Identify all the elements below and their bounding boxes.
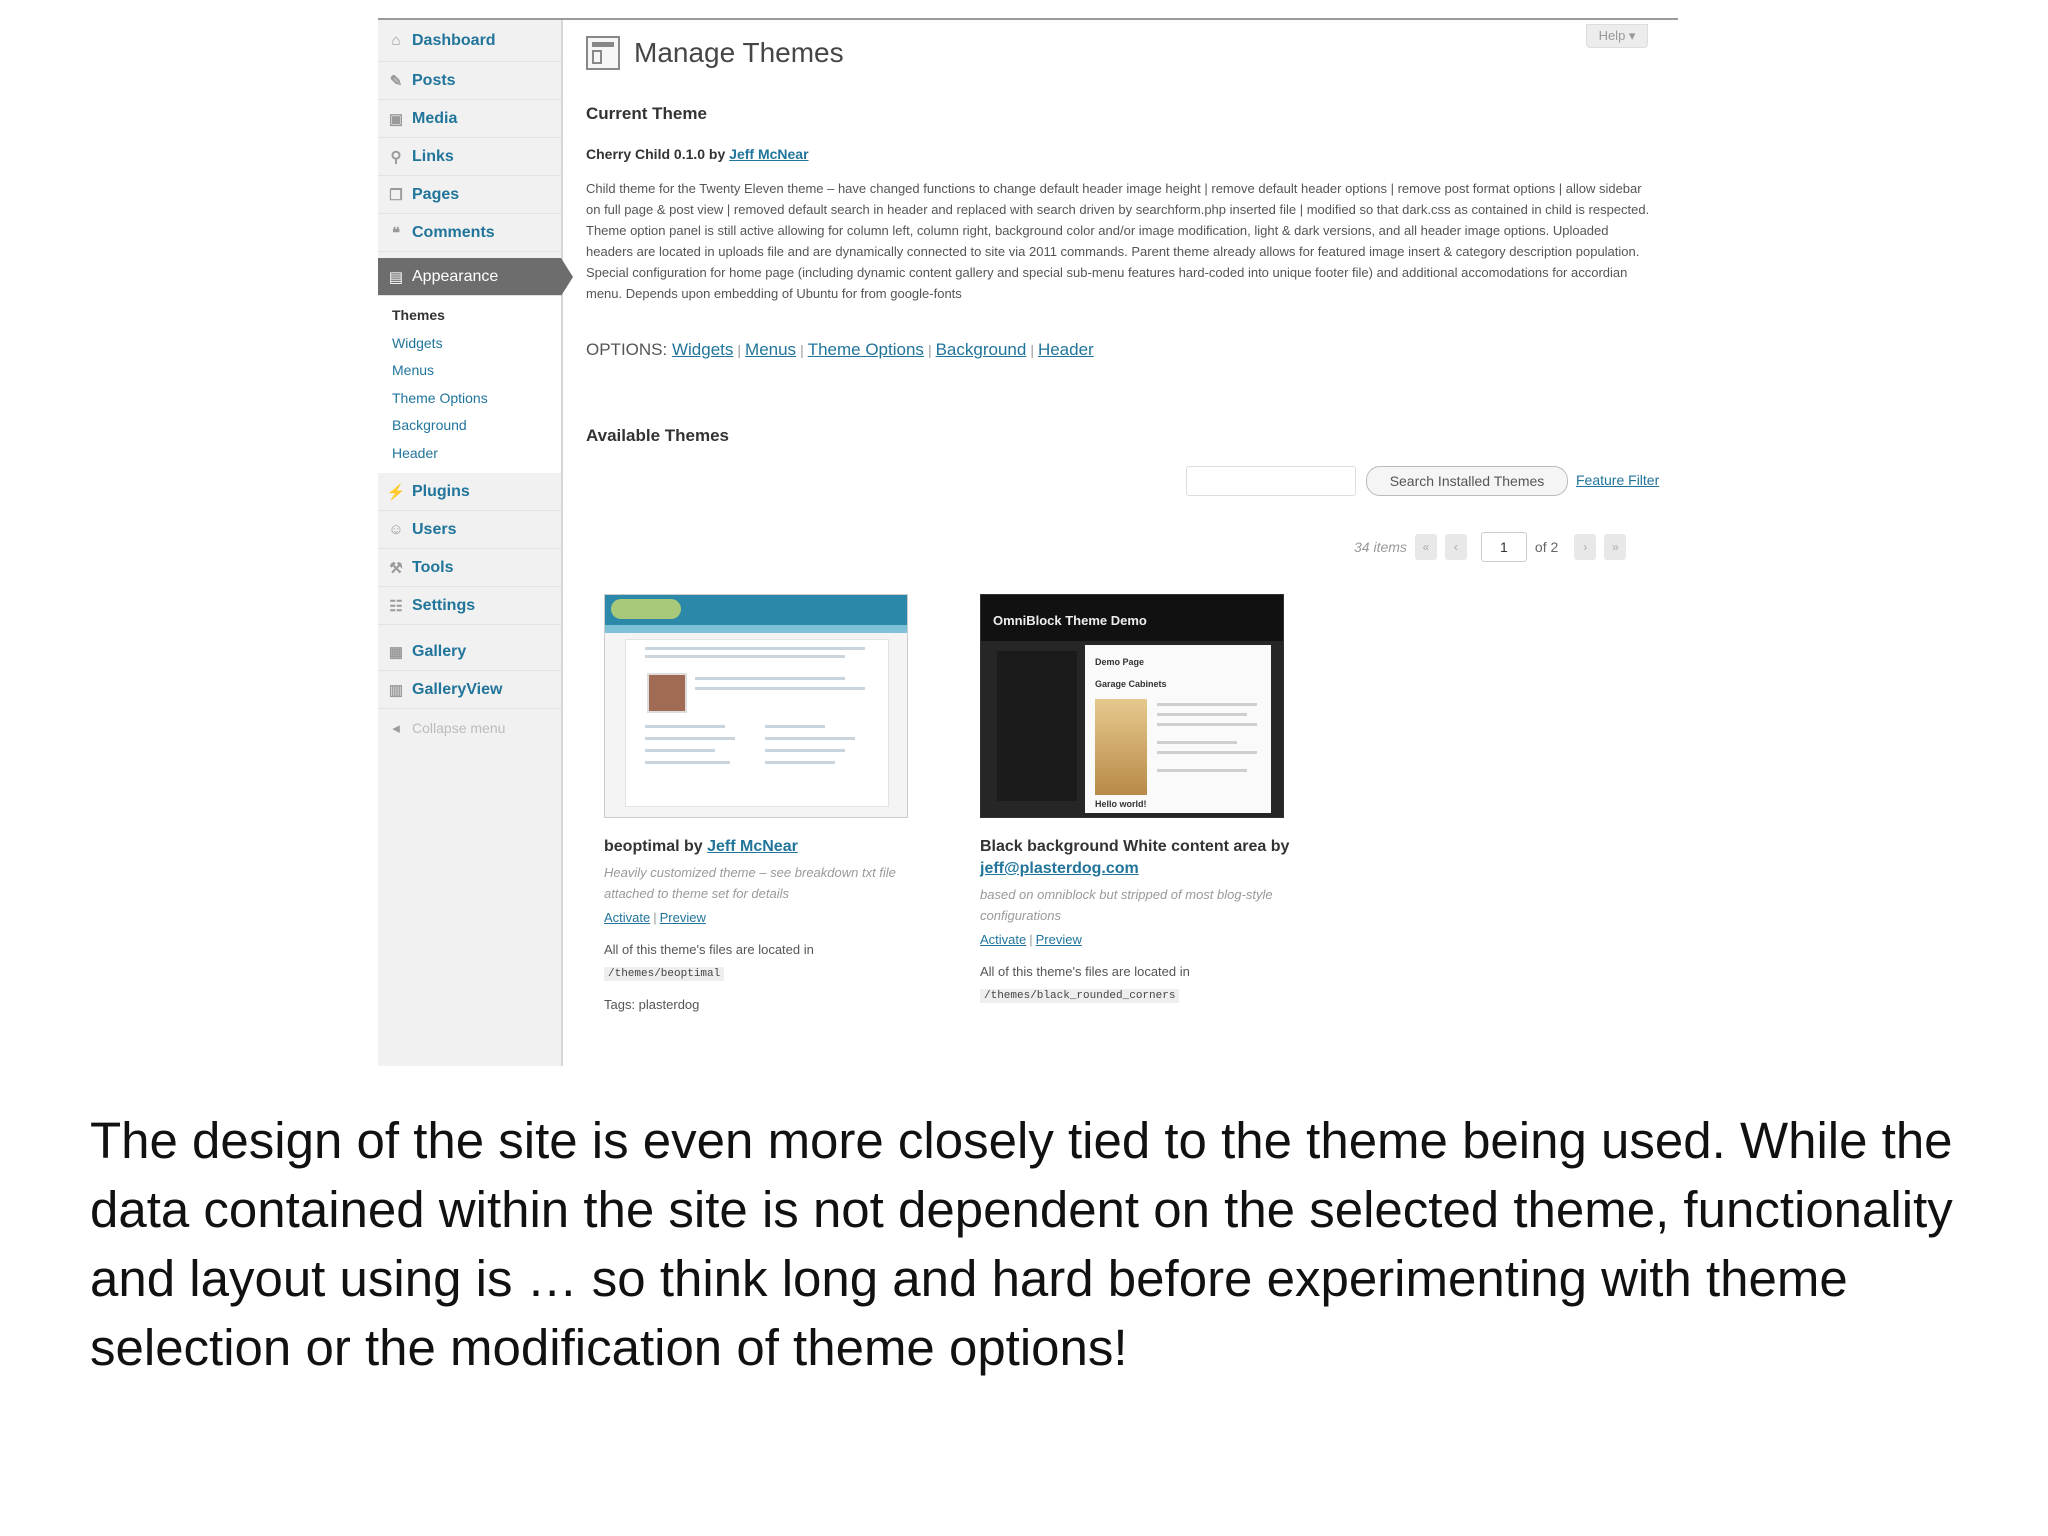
menu-links[interactable] xyxy=(378,138,561,176)
menu-tools[interactable] xyxy=(378,549,561,587)
activate-link[interactable]: Activate xyxy=(604,910,651,925)
thumb-line xyxy=(695,687,865,690)
separator: | xyxy=(653,910,657,925)
option-background-link[interactable]: Background xyxy=(935,340,1027,359)
next-page-button[interactable]: › xyxy=(1574,534,1596,560)
theme-location xyxy=(980,961,1290,1007)
thumb-line xyxy=(1157,713,1247,716)
users-icon: ☺ xyxy=(388,521,404,538)
theme-author-link[interactable]: Jeff McNear xyxy=(707,838,798,855)
menu-label: Dashboard xyxy=(412,31,496,49)
thumb-sub-label: Garage Cabinets xyxy=(1095,679,1167,689)
separator: | xyxy=(737,342,742,358)
screenshot-frame xyxy=(378,18,1678,1066)
thumb-line xyxy=(645,749,715,752)
page-header xyxy=(586,36,844,70)
menu-posts[interactable] xyxy=(378,62,561,100)
collapse-label: Collapse menu xyxy=(412,720,506,736)
thumb-sidebar xyxy=(997,651,1077,801)
last-page-button[interactable]: » xyxy=(1604,534,1626,560)
available-themes-heading: Available Themes xyxy=(586,426,729,445)
thumb-line xyxy=(1157,769,1247,772)
thumb-photo xyxy=(647,673,687,713)
thumb-line xyxy=(765,737,855,740)
menu-label: Users xyxy=(412,520,457,538)
tools-icon: ⚒ xyxy=(389,559,403,577)
submenu-background[interactable]: Background xyxy=(392,417,467,433)
separator: | xyxy=(800,342,804,358)
theme-actions xyxy=(980,932,1290,947)
submenu-theme-options[interactable]: Theme Options xyxy=(392,389,488,406)
thumb-line xyxy=(695,677,845,680)
thumb-line xyxy=(645,647,865,650)
thumb-foot-label: Hello world! xyxy=(1095,799,1147,809)
theme-description: based on omniblock but stripped of most blog-style configurations xyxy=(980,887,1273,923)
location-text: All of this theme's files are located in xyxy=(604,942,814,957)
option-widgets-link[interactable]: Widgets xyxy=(671,340,734,359)
slide-caption: The design of the site is even more closely tied to the theme being used. While the data contained within the site is not dependent on the selected theme, functionality and layout using is … so think long and hard before experimenting with theme selection or the modification of theme options! xyxy=(90,1112,1953,1376)
option-theme-options-link[interactable]: Theme Options xyxy=(807,340,924,359)
current-theme-name xyxy=(586,146,809,162)
pagination xyxy=(1354,532,1626,562)
thumb-line xyxy=(765,749,845,752)
help-button[interactable]: Help ▾ xyxy=(1586,24,1648,48)
thumb-line xyxy=(645,655,845,658)
search-installed-themes-button[interactable]: Search Installed Themes xyxy=(1366,466,1568,496)
first-page-button[interactable]: « xyxy=(1415,534,1437,560)
theme-description: Heavily customized theme – see breakdown txt file attached to theme set for details xyxy=(604,865,896,901)
separator: | xyxy=(1029,932,1033,947)
menu-label: Gallery xyxy=(412,642,467,660)
admin-sidebar xyxy=(378,20,563,1066)
pin-icon: ✎ xyxy=(389,72,403,90)
theme-card-black-background xyxy=(980,594,1290,1007)
appearance-submenu xyxy=(378,296,561,473)
menu-label: Settings xyxy=(412,596,476,614)
theme-title xyxy=(980,836,1290,880)
thumb-nav-band xyxy=(605,625,907,633)
preview-link[interactable]: Preview xyxy=(1035,932,1082,947)
current-theme-title: Cherry Child 0.1.0 by xyxy=(586,146,730,162)
thumb-line xyxy=(1157,703,1257,706)
item-count: 34 items xyxy=(1354,539,1407,555)
menu-label: GalleryView xyxy=(412,680,503,698)
current-theme-description: Child theme for the Twenty Eleven theme – have changed functions to change default header image height | remove default header options | remove post format options | allow sidebar on full page & post view | removed default search in header and replaced with search driven by searchform.php inserted file | modified so that dark.css as contained in child is respected. Theme option panel is still active allowing for column left, column right, background color and/or image modification, light & dark versions, and all header image options. Uploaded headers are located in uploads file and are dynamically connected to site via 2011 commands. Parent theme already allows for featured image insert & category description population. Special configuration for home page (including dynamic content gallery and special sub-menu features hard-coded into unique footer file) and additional accomodations for accordian menu. Depends upon embedding of Ubuntu for from google-fonts xyxy=(586,181,1650,301)
page-icon: ❐ xyxy=(389,186,403,204)
theme-name: beoptimal by xyxy=(604,838,708,855)
current-page-input[interactable]: 1 xyxy=(1481,532,1527,562)
location-text: All of this theme's files are located in xyxy=(980,964,1190,979)
page-title: Manage Themes xyxy=(634,37,844,68)
options-label: OPTIONS: xyxy=(586,340,668,359)
theme-path: /themes/beoptimal xyxy=(604,967,724,981)
submenu-menus[interactable]: Menus xyxy=(392,362,435,378)
themes-icon xyxy=(586,36,620,70)
menu-settings[interactable] xyxy=(378,587,561,625)
menu-label: Pages xyxy=(412,185,460,203)
feature-filter-link[interactable]: Feature Filter xyxy=(1576,472,1660,488)
media-icon: ▣ xyxy=(388,110,404,128)
menu-label: Appearance xyxy=(412,267,499,285)
thumb-logo xyxy=(611,599,681,619)
prev-page-button[interactable]: ‹ xyxy=(1445,534,1467,560)
preview-link[interactable]: Preview xyxy=(659,910,706,925)
menu-label: Tools xyxy=(412,558,454,576)
theme-name: Black background White content area by xyxy=(980,838,1290,855)
thumb-page xyxy=(625,639,889,807)
plug-icon: ⚡ xyxy=(386,483,406,501)
total-pages: of 2 xyxy=(1534,539,1559,555)
theme-card-beoptimal xyxy=(604,594,914,1012)
submenu-widgets[interactable]: Widgets xyxy=(392,334,443,351)
thumb-line xyxy=(765,761,835,764)
theme-options-links xyxy=(586,340,1094,360)
menu-plugins[interactable] xyxy=(378,473,561,511)
thumb-line xyxy=(765,725,825,728)
collapse-arrow-icon: ◂ xyxy=(392,720,400,737)
comment-icon: ❝ xyxy=(391,224,401,242)
theme-location xyxy=(604,939,914,985)
menu-comments[interactable] xyxy=(378,214,561,252)
thumb-line xyxy=(645,725,725,728)
submenu-header[interactable]: Header xyxy=(392,444,438,461)
thumb-title: OmniBlock Theme Demo xyxy=(993,613,1147,628)
link-icon: ⚲ xyxy=(390,148,402,166)
theme-search-input[interactable] xyxy=(1186,466,1356,496)
theme-screenshot[interactable] xyxy=(980,594,1284,818)
menu-label: Comments xyxy=(412,223,495,241)
settings-icon: ☷ xyxy=(389,597,403,615)
thumb-line xyxy=(1157,723,1257,726)
current-theme-heading: Current Theme xyxy=(586,104,707,123)
theme-author-link[interactable]: jeff@plasterdog.com xyxy=(980,860,1139,877)
theme-actions xyxy=(604,910,914,925)
menu-label: Links xyxy=(412,147,454,165)
theme-path: /themes/black_rounded_corners xyxy=(980,989,1179,1003)
menu-label: Plugins xyxy=(412,482,470,500)
thumb-page-label: Demo Page xyxy=(1095,657,1145,667)
house-icon: ⌂ xyxy=(391,32,401,49)
collapse-menu-button[interactable] xyxy=(378,709,561,747)
activate-link[interactable]: Activate xyxy=(980,932,1027,947)
menu-gallery[interactable] xyxy=(378,633,561,671)
thumb-line xyxy=(645,737,735,740)
appearance-icon: ▤ xyxy=(388,268,404,286)
theme-screenshot[interactable] xyxy=(604,594,908,818)
option-header-link[interactable]: Header xyxy=(1037,340,1094,359)
current-theme-author-link[interactable]: Jeff McNear xyxy=(729,146,809,162)
separator: | xyxy=(1030,342,1034,358)
menu-label: Media xyxy=(412,109,458,127)
thumb-image xyxy=(1095,699,1147,795)
gallery-icon: ▦ xyxy=(388,643,404,661)
menu-dashboard[interactable] xyxy=(378,20,561,62)
thumb-line xyxy=(1157,751,1257,754)
menu-label: Posts xyxy=(412,71,456,89)
galleryview-icon: ▥ xyxy=(388,681,404,699)
thumb-line xyxy=(1157,741,1237,744)
main-content xyxy=(586,20,1678,1066)
theme-title xyxy=(604,836,914,858)
option-menus-link[interactable]: Menus xyxy=(745,340,797,359)
separator: | xyxy=(927,342,932,358)
menu-galleryview[interactable] xyxy=(378,671,561,709)
menu-users[interactable] xyxy=(378,511,561,549)
menu-media[interactable] xyxy=(378,100,561,138)
menu-appearance[interactable] xyxy=(378,258,561,296)
menu-pages[interactable] xyxy=(378,176,561,214)
thumb-line xyxy=(645,761,730,764)
theme-tags: Tags: plasterdog xyxy=(604,997,700,1012)
submenu-themes[interactable]: Themes xyxy=(392,307,445,323)
